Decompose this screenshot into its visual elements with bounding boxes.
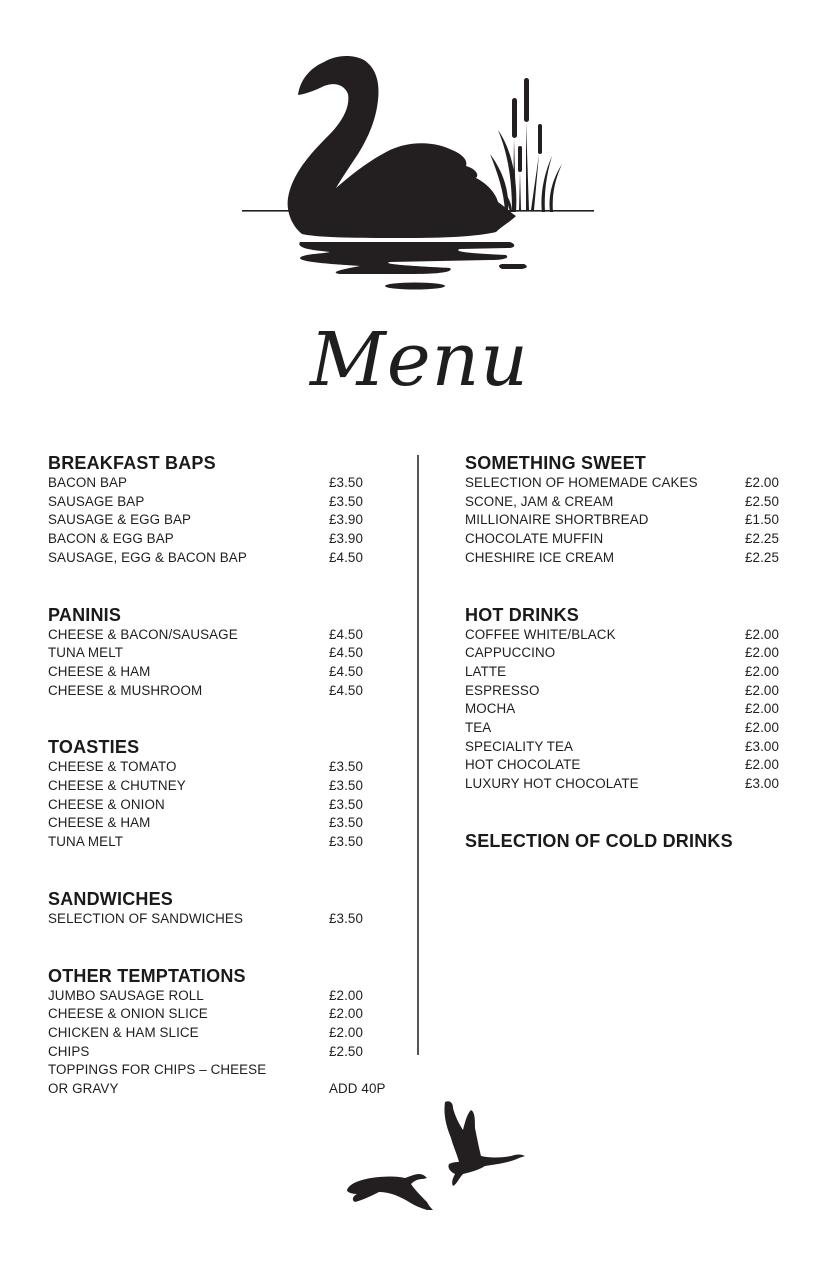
item-name: CHIPS (48, 1043, 90, 1059)
item-price: £3.90 (329, 531, 364, 547)
item-price: £2.50 (745, 493, 780, 509)
item-price: £3.50 (329, 778, 364, 794)
item-name: SELECTION OF HOMEMADE CAKES (465, 475, 698, 490)
item-price: £3.50 (329, 796, 364, 812)
item-price: £4.50 (329, 682, 364, 698)
menu-item (48, 796, 388, 815)
item-name: CHEESE & ONION SLICE (48, 1006, 208, 1022)
item-price: £4.50 (329, 645, 364, 661)
item-price: £1.50 (745, 512, 780, 528)
menu-item (48, 833, 388, 852)
item-price: £3.00 (745, 776, 780, 792)
menu-item (465, 493, 785, 512)
item-price: £3.50 (329, 910, 364, 926)
item-name: SPECIALITY TEA (465, 738, 574, 754)
item-price: £2.25 (745, 531, 780, 547)
section-heading: SANDWICHES (48, 888, 174, 909)
section-paninis (48, 604, 388, 701)
menu-item (48, 1005, 388, 1024)
section-heading: TOASTIES (48, 737, 140, 758)
menu-item (48, 493, 388, 512)
item-price: £2.25 (745, 549, 780, 565)
item-price: £2.00 (745, 645, 780, 661)
section-sandwiches (48, 888, 388, 929)
item-name: CHEESE & CHUTNEY (48, 778, 186, 794)
item-price: £2.00 (745, 626, 780, 642)
menu-item (465, 474, 785, 493)
item-name: JUMBO SAUSAGE ROLL (48, 987, 204, 1003)
item-name: SAUSAGE, EGG & BACON BAP (48, 549, 247, 565)
item-name: MOCHA (465, 701, 516, 717)
menu-item (465, 530, 785, 549)
menu-item (465, 682, 785, 701)
item-price: ADD 40P (329, 1081, 386, 1097)
menu-item (48, 1024, 388, 1043)
column-divider (417, 455, 419, 1055)
item-name: TUNA MELT (48, 834, 124, 850)
right-column (465, 452, 785, 888)
item-name: CHEESE & HAM (48, 815, 151, 831)
item-name: CAPPUCCINO (465, 645, 556, 661)
item-name: CHEESE & ONION (48, 796, 165, 812)
menu-item (48, 758, 388, 777)
item-price: £4.50 (329, 663, 364, 679)
menu-item (465, 719, 785, 738)
item-name: LATTE (465, 663, 507, 679)
section-heading: SELECTION OF COLD DRINKS (465, 830, 733, 851)
menu-item (48, 626, 388, 645)
menu-item (48, 549, 388, 568)
item-price: £2.00 (745, 663, 780, 679)
item-name: SCONE, JAM & CREAM (465, 493, 614, 509)
menu-title: Menu (310, 317, 529, 403)
item-price: £3.90 (329, 512, 364, 528)
item-price: £2.00 (329, 1024, 364, 1040)
item-name: OR GRAVY (48, 1081, 119, 1097)
item-price: £2.00 (745, 720, 780, 736)
section-heading: BREAKFAST BAPS (48, 453, 216, 473)
item-name: SAUSAGE & EGG BAP (48, 512, 192, 528)
item-name: BACON BAP (48, 475, 128, 490)
section-toasties (48, 736, 388, 852)
item-price: £4.50 (329, 549, 364, 565)
item-name: SELECTION OF SANDWICHES (48, 910, 243, 926)
item-price: £3.50 (329, 475, 364, 490)
item-name: CHEESE & TOMATO (48, 759, 177, 775)
item-price: £3.50 (329, 815, 364, 831)
menu-item (48, 910, 388, 929)
item-price: £2.50 (329, 1043, 364, 1059)
menu-item (465, 756, 785, 775)
section-heading: PANINIS (48, 604, 122, 625)
item-price: £2.00 (329, 987, 364, 1003)
item-name: HOT CHOCOLATE (465, 757, 581, 773)
menu-item (465, 700, 785, 719)
item-name: ESPRESSO (465, 682, 540, 698)
menu-item (48, 644, 388, 663)
menu-item (48, 530, 388, 549)
flying-geese-icon (335, 1092, 535, 1222)
section-breakfast-baps (48, 452, 388, 568)
item-name: MILLIONAIRE SHORTBREAD (465, 512, 649, 528)
menu-item (48, 1043, 388, 1062)
item-name: BACON & EGG BAP (48, 531, 174, 547)
item-name: CHEESE & BACON/SAUSAGE (48, 626, 238, 642)
item-name: CHOCOLATE MUFFIN (465, 531, 604, 547)
item-price: £2.00 (745, 682, 780, 698)
item-name: CHEESE & HAM (48, 663, 151, 679)
menu-item (48, 511, 388, 530)
menu-item (48, 663, 388, 682)
section-heading: SOMETHING SWEET (465, 453, 647, 473)
item-price: £2.00 (745, 757, 780, 773)
menu-item (465, 511, 785, 530)
left-column (48, 452, 388, 1135)
item-price: £3.50 (329, 834, 364, 850)
item-name: CHEESE & MUSHROOM (48, 682, 203, 698)
section-hot-drinks (465, 604, 785, 794)
menu-item (465, 549, 785, 568)
swan-logo-icon (240, 50, 600, 295)
item-name: CHESHIRE ICE CREAM (465, 549, 615, 565)
item-name: COFFEE WHITE/BLACK (465, 626, 616, 642)
item-price: £2.00 (745, 475, 780, 490)
section-cold-drinks (465, 830, 785, 852)
menu-item (465, 738, 785, 757)
item-name: TUNA MELT (48, 645, 124, 661)
menu-item (48, 682, 388, 701)
menu-item (48, 474, 388, 493)
menu-item (48, 1061, 388, 1080)
item-name: SAUSAGE BAP (48, 493, 145, 509)
menu-item (48, 814, 388, 833)
menu-item (465, 644, 785, 663)
menu-item (465, 663, 785, 682)
item-name: TEA (465, 720, 492, 736)
section-other-temptations (48, 965, 388, 1099)
item-price: £3.50 (329, 759, 364, 775)
menu-item (48, 987, 388, 1006)
menu-item (465, 626, 785, 645)
item-price: £4.50 (329, 626, 364, 642)
menu-item (465, 775, 785, 794)
section-heading: HOT DRINKS (465, 604, 579, 625)
item-price: £3.50 (329, 493, 364, 509)
item-name: TOPPINGS FOR CHIPS – CHEESE (48, 1062, 267, 1078)
menu-item (48, 777, 388, 796)
section-something-sweet (465, 452, 785, 568)
section-heading: OTHER TEMPTATIONS (48, 965, 246, 986)
item-price: £2.00 (745, 701, 780, 717)
item-name: LUXURY HOT CHOCOLATE (465, 776, 639, 792)
item-price: £3.00 (745, 738, 780, 754)
item-name: CHICKEN & HAM SLICE (48, 1024, 199, 1040)
item-price: £2.00 (329, 1006, 364, 1022)
